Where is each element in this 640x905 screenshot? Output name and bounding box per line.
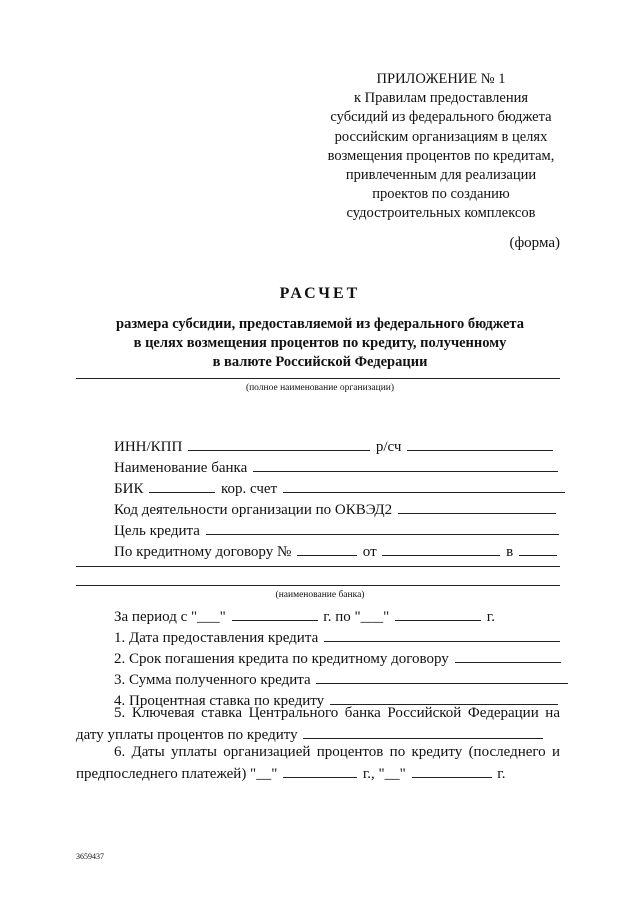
item-3-row [114,669,570,689]
appendix-line: к Правилам предоставления [353,90,529,107]
org-name-line[interactable] [76,378,560,379]
bank-line-2[interactable] [76,585,560,586]
appendix-line: субсидий из федерального бюджета [330,109,552,126]
purpose-row [114,520,561,540]
document-title: РАСЧЕТ [279,285,361,302]
inn-field[interactable] [188,436,370,451]
contract-date-field[interactable] [382,541,500,556]
period-quote: " [191,609,198,625]
appendix-line: судостроительных комплексов [346,205,536,222]
item-6-label: предпоследнего платежей) " [76,766,257,782]
inn-row [114,436,555,456]
subtitle-line: размера субсидии, предоставляемой из федерального бюджета [116,316,524,332]
bik-field[interactable] [149,478,215,493]
contract-bank-field[interactable] [519,541,557,556]
bank-name-row [114,457,560,477]
repayment-term-field[interactable] [455,648,561,663]
period-month-to[interactable] [395,606,481,621]
credit-date-field[interactable] [324,627,560,642]
item-4-label: 4. Процентная ставка по кредиту [114,693,325,709]
appendix-line: российским организациям в целях [334,128,548,145]
credit-amount-field[interactable] [316,669,568,684]
key-rate-field[interactable] [303,724,543,739]
inn-label: ИНН/КПП [114,439,183,455]
appendix-line: ПРИЛОЖЕНИЕ № 1 [376,71,506,87]
payment-date-2-field[interactable] [412,763,492,778]
contract-number-field[interactable] [297,541,357,556]
item-5-line-1: 5. Ключевая ставка Центрального банка Российской Федерации на [114,705,560,721]
appendix-line: проектов по созданию [372,186,510,203]
item-6-line-2 [76,763,560,785]
bank-name-field[interactable] [253,457,558,472]
purpose-field[interactable] [206,520,559,535]
bik-row [114,478,567,498]
corr-account-label: кор. счет [220,481,278,497]
item-5-paragraph [76,702,560,746]
period-day-to[interactable]: ___ [360,609,384,625]
bank-caption: (наименование банка) [275,590,365,600]
item-6-quote: " [271,766,278,782]
item-2-row [114,648,563,668]
contract-row [114,541,559,561]
period-to-label: г. по [323,609,351,625]
period-month-from[interactable] [232,606,318,621]
subtitle-line: в валюте Российской Федерации [212,354,428,370]
period-quote: " [219,609,226,625]
contract-from-label: от [362,544,377,560]
item-6-day-2[interactable]: __ [384,766,400,782]
okved-row [114,499,558,519]
period-quote: " [383,609,390,625]
item-6-line-1: 6. Даты уплаты организацией процентов по кредиту (последнего и [114,744,560,760]
period-label: За период с [114,609,188,625]
item-6-year-2: г. [497,766,506,782]
bank-line-1[interactable] [76,566,560,567]
period-row [114,606,495,626]
item-3-label: 3. Сумма полученного кредита [114,672,311,688]
appendix-line: возмещения процентов по кредитам, [327,147,555,164]
period-year-label: г. [486,609,495,625]
subtitle-line: в целях возмещения процентов по кредиту, полученному [133,335,507,351]
payment-date-1-field[interactable] [283,763,357,778]
period-day-from[interactable]: ___ [197,609,220,625]
document-subtitle [0,315,640,372]
item-5-label: дату уплаты процентов по кредиту [76,727,298,743]
account-field[interactable] [407,436,553,451]
org-name-caption: (полное наименование организации) [245,383,395,393]
item-1-row [114,627,562,647]
document-number: 3659437 [76,852,104,861]
appendix-line: привлеченным для реализации [345,167,537,184]
item-6-paragraph [76,741,560,785]
item-6-quote: " [399,766,406,782]
form-tag: (форма) [509,235,560,251]
purpose-label: Цель кредита [114,523,200,539]
item-6-day-1[interactable]: __ [256,766,272,782]
item-1-label: 1. Дата предоставления кредита [114,630,319,646]
contract-in-label: в [506,544,514,560]
appendix-header [305,70,577,224]
period-quote: " [354,609,361,625]
okved-field[interactable] [398,499,556,514]
corr-account-field[interactable] [283,478,565,493]
item-2-label: 2. Срок погашения кредита по кредитному договору [114,651,449,667]
okved-label: Код деятельности организации по ОКВЭД2 [114,502,393,518]
contract-label: По кредитному договору № [114,544,292,560]
bank-name-label: Наименование банка [114,460,248,476]
account-label: р/сч [375,439,402,455]
bik-label: БИК [114,481,144,497]
item-6-year-1: г., " [362,766,385,782]
